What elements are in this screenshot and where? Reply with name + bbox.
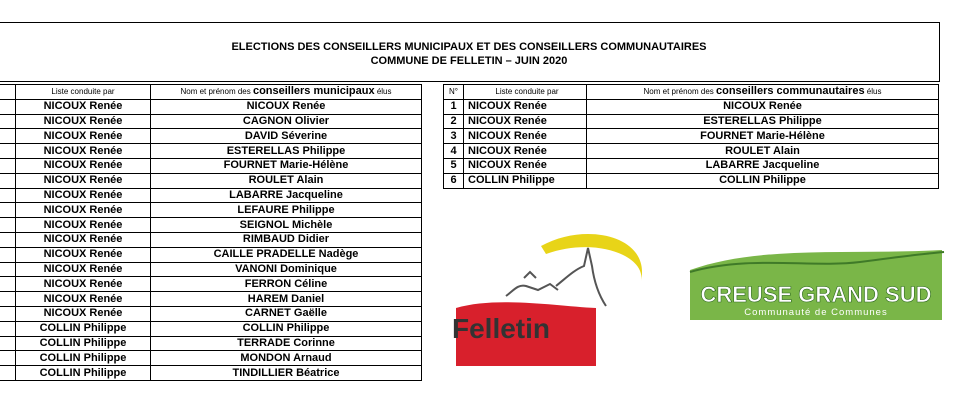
- list-leader-cell: NICOUX Renée: [16, 203, 151, 218]
- community-councillors-table: [443, 84, 939, 189]
- table-row: [444, 114, 939, 129]
- table-row: [444, 144, 939, 159]
- councillor-name-cell: HAREM Daniel: [151, 292, 422, 307]
- list-leader-cell: COLLIN Philippe: [16, 351, 151, 366]
- row-number-cell: [0, 277, 16, 292]
- list-leader-cell: NICOUX Renée: [16, 129, 151, 144]
- councillor-name-cell: CAGNON Olivier: [151, 114, 422, 129]
- councillor-name-cell: CARNET Gaëlle: [151, 306, 422, 321]
- row-number-cell: [0, 306, 16, 321]
- header-text: élus: [864, 87, 882, 97]
- list-leader-cell: NICOUX Renée: [16, 306, 151, 321]
- table-row: [0, 129, 422, 144]
- table-row: [444, 99, 939, 114]
- table-header-number: N°: [444, 85, 464, 100]
- list-leader-cell: NICOUX Renée: [464, 158, 587, 173]
- logo-roofs-outline: [506, 284, 558, 296]
- list-leader-cell: NICOUX Renée: [16, 218, 151, 233]
- list-leader-cell: COLLIN Philippe: [16, 366, 151, 381]
- row-number-cell: [0, 114, 16, 129]
- row-number-cell: [0, 336, 16, 351]
- row-number-cell: [0, 173, 16, 188]
- logo-cgs-subtitle: Communauté de Communes: [744, 307, 888, 318]
- table-row: [0, 321, 422, 336]
- councillor-name-cell: COLLIN Philippe: [151, 321, 422, 336]
- row-number-cell: [0, 292, 16, 307]
- table-row: [444, 158, 939, 173]
- list-leader-cell: NICOUX Renée: [16, 173, 151, 188]
- list-leader-cell: NICOUX Renée: [16, 144, 151, 159]
- list-leader-cell: NICOUX Renée: [464, 99, 587, 114]
- councillor-name-cell: FOURNET Marie-Hélène: [587, 129, 939, 144]
- list-leader-cell: NICOUX Renée: [16, 247, 151, 262]
- table-row: [0, 351, 422, 366]
- list-leader-cell: NICOUX Renée: [16, 262, 151, 277]
- logo-village-outline: [524, 248, 606, 306]
- row-number-cell: [0, 129, 16, 144]
- councillor-name-cell: TINDILLIER Béatrice: [151, 366, 422, 381]
- table-header-row: [444, 85, 939, 100]
- row-number-cell: [0, 247, 16, 262]
- row-number-cell: [0, 158, 16, 173]
- list-leader-cell: COLLIN Philippe: [464, 173, 587, 188]
- row-number-cell: 6: [444, 173, 464, 188]
- creuse-grand-sud-logo: [680, 250, 950, 340]
- header-text: Nom et prénom des: [180, 87, 253, 97]
- councillor-name-cell: LABARRE Jacqueline: [587, 158, 939, 173]
- councillor-name-cell: ROULET Alain: [151, 173, 422, 188]
- councillor-name-cell: COLLIN Philippe: [587, 173, 939, 188]
- table-row: [0, 277, 422, 292]
- table-row: [0, 247, 422, 262]
- header-text-emphasis: conseillers municipaux: [252, 85, 375, 98]
- header-subtitle: COMMUNE DE FELLETIN – JUIN 2020: [370, 55, 568, 67]
- table-row: [444, 129, 939, 144]
- councillor-name-cell: ESTERELLAS Philippe: [587, 114, 939, 129]
- table-row: [0, 99, 422, 114]
- row-number-cell: [0, 262, 16, 277]
- councillor-name-cell: TERRADE Corinne: [151, 336, 422, 351]
- list-leader-cell: NICOUX Renée: [16, 232, 151, 247]
- list-leader-cell: NICOUX Renée: [16, 158, 151, 173]
- row-number-cell: [0, 188, 16, 203]
- table-header-row: [0, 85, 422, 100]
- councillor-name-cell: SEIGNOL Michèle: [151, 218, 422, 233]
- row-number-cell: [0, 351, 16, 366]
- councillor-name-cell: VANONI Dominique: [151, 262, 422, 277]
- table-row: [0, 232, 422, 247]
- row-number-cell: 3: [444, 129, 464, 144]
- row-number-cell: [0, 144, 16, 159]
- table-row: [0, 366, 422, 381]
- table-row: [0, 292, 422, 307]
- header-text: Nom et prénom des: [643, 87, 716, 97]
- table-row: [0, 336, 422, 351]
- councillor-name-cell: FOURNET Marie-Hélène: [151, 158, 422, 173]
- row-number-cell: 2: [444, 114, 464, 129]
- councillor-name-cell: ESTERELLAS Philippe: [151, 144, 422, 159]
- row-number-cell: [0, 232, 16, 247]
- councillor-name-cell: RIMBAUD Didier: [151, 232, 422, 247]
- councillor-name-cell: DAVID Séverine: [151, 129, 422, 144]
- list-leader-cell: NICOUX Renée: [16, 114, 151, 129]
- document-header: [0, 22, 940, 82]
- table-row: [0, 262, 422, 277]
- list-leader-cell: NICOUX Renée: [16, 277, 151, 292]
- table-row: [0, 203, 422, 218]
- logo-cgs-title: CREUSE GRAND SUD: [700, 282, 932, 307]
- table-row: [0, 158, 422, 173]
- councillor-name-cell: NICOUX Renée: [151, 99, 422, 114]
- table-row: [0, 144, 422, 159]
- table-header-name: [151, 85, 422, 100]
- list-leader-cell: NICOUX Renée: [464, 129, 587, 144]
- list-leader-cell: COLLIN Philippe: [16, 336, 151, 351]
- councillor-name-cell: MONDON Arnaud: [151, 351, 422, 366]
- municipal-councillors-table: [0, 84, 422, 381]
- list-leader-cell: NICOUX Renée: [16, 292, 151, 307]
- row-number-cell: 4: [444, 144, 464, 159]
- list-leader-cell: NICOUX Renée: [16, 188, 151, 203]
- logo-sun-arc: [541, 234, 642, 281]
- table-header-cell: [0, 85, 16, 100]
- table-row: [0, 306, 422, 321]
- felletin-logo: [446, 226, 656, 376]
- table-row: [0, 188, 422, 203]
- row-number-cell: [0, 203, 16, 218]
- row-number-cell: [0, 321, 16, 336]
- table-row: [0, 173, 422, 188]
- header-title: ELECTIONS DES CONSEILLERS MUNICIPAUX ET DES CONSEILLERS COMMUNAUTAIRES: [231, 41, 707, 53]
- row-number-cell: 5: [444, 158, 464, 173]
- table-row: [0, 218, 422, 233]
- row-number-cell: [0, 366, 16, 381]
- list-leader-cell: NICOUX Renée: [16, 99, 151, 114]
- councillor-name-cell: CAILLE PRADELLE Nadège: [151, 247, 422, 262]
- councillor-name-cell: NICOUX Renée: [587, 99, 939, 114]
- councillor-name-cell: ROULET Alain: [587, 144, 939, 159]
- councillor-name-cell: LABARRE Jacqueline: [151, 188, 422, 203]
- list-leader-cell: NICOUX Renée: [464, 144, 587, 159]
- list-leader-cell: NICOUX Renée: [464, 114, 587, 129]
- header-text-emphasis: conseillers communautaires: [716, 85, 865, 98]
- header-text: élus: [374, 87, 392, 97]
- table-row: [0, 114, 422, 129]
- table-header-list: Liste conduite par: [464, 85, 587, 100]
- row-number-cell: 1: [444, 99, 464, 114]
- list-leader-cell: COLLIN Philippe: [16, 321, 151, 336]
- councillor-name-cell: LEFAURE Philippe: [151, 203, 422, 218]
- table-row: [444, 173, 939, 188]
- councillor-name-cell: FERRON Céline: [151, 277, 422, 292]
- table-header-name: [587, 85, 939, 100]
- table-header-list: Liste conduite par: [16, 85, 151, 100]
- row-number-cell: [0, 99, 16, 114]
- logo-felletin-text: Felletin: [452, 313, 551, 344]
- row-number-cell: [0, 218, 16, 233]
